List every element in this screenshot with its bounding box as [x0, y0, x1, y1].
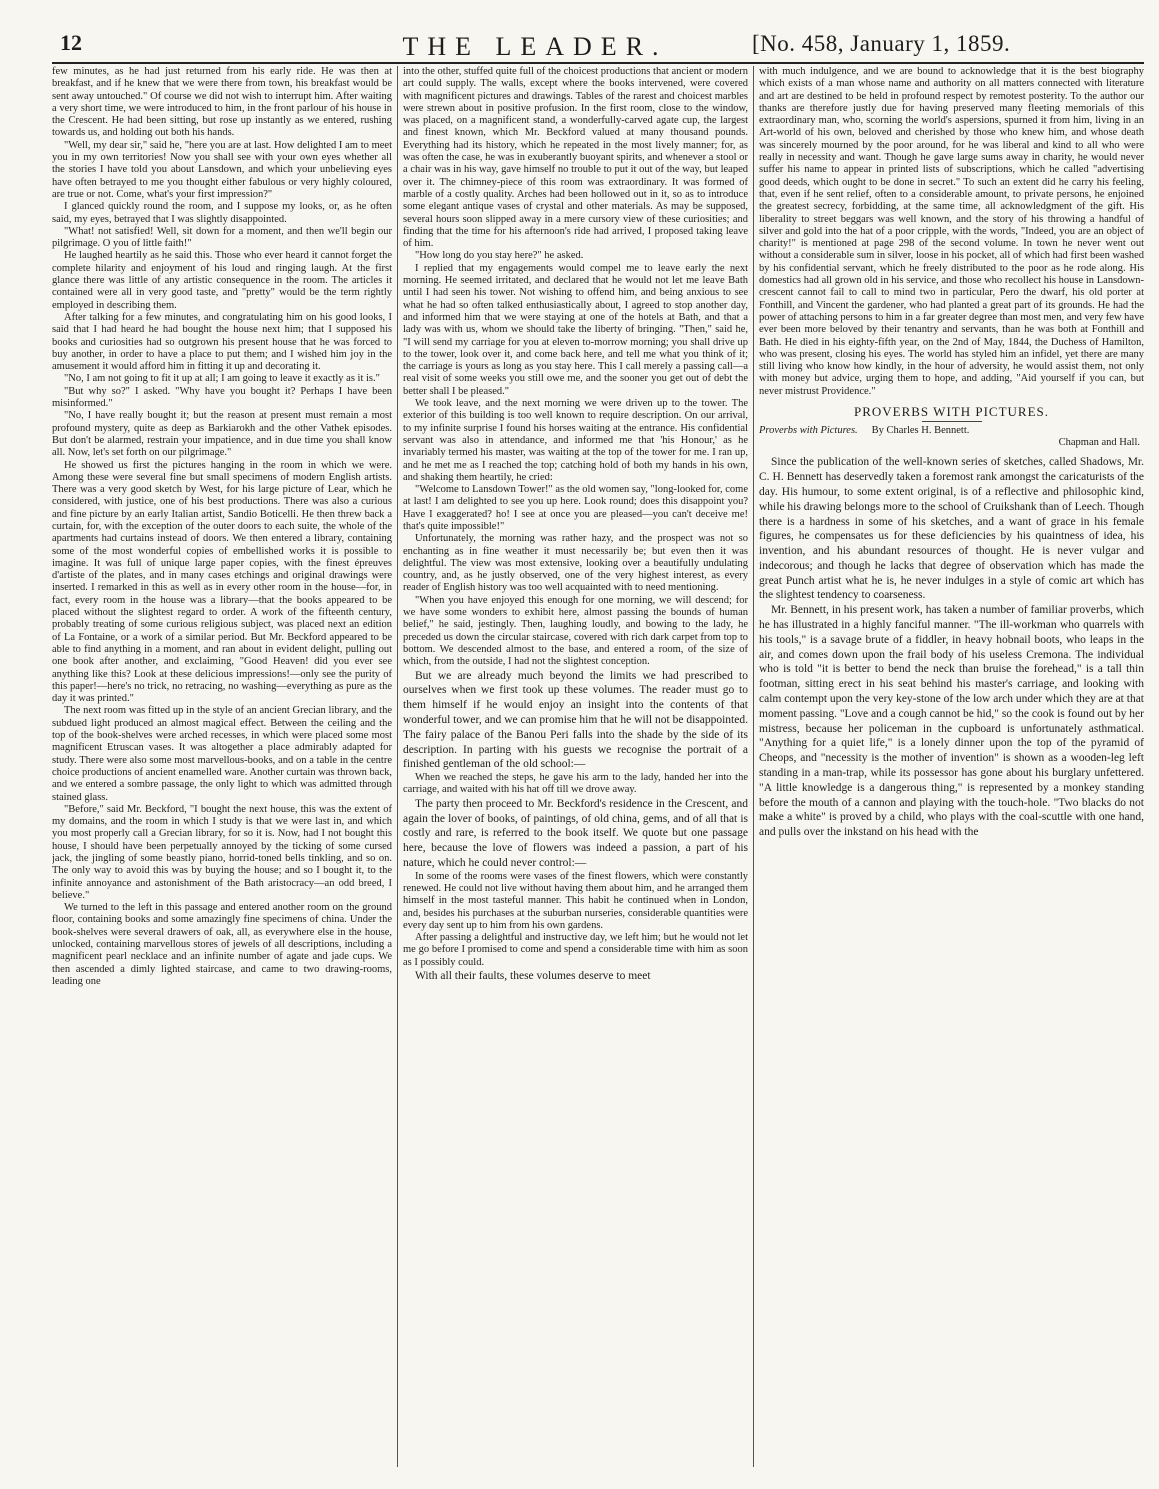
paragraph: I glanced quickly round the room, and I suppose my looks, or, as he often said, my eyes, betrayed that I was slightly disappointed.	[52, 201, 392, 225]
header-rule	[52, 62, 1144, 64]
paragraph: He laughed heartily as he said this. Those who ever heard it cannot forget the complete hilarity and enjoyment of his loud and ringing laugh. At the first glance there was little of any artistic consequence in the room. The articles it contained were all in very good taste, and "pretty" would be the term rightly employed in describing them.	[52, 250, 392, 311]
page-number: 12	[60, 30, 82, 55]
paragraph: "But why so?" I asked. "Why have you bought it? Perhaps I have been misinformed."	[52, 385, 392, 410]
review-paragraph: The party then proceed to Mr. Beckford's residence in the Crescent, and again the lover of books, of paintings, of old china, gems, and of all that is costly and rare, is referred to the book itself. We quote but one passage here, because the love of flowers was indeed a passion, a part of his nature, which he could never control:—	[403, 797, 748, 869]
paragraph: few minutes, as he had just returned from his early ride. He was then at breakfast, and if he knew that we were there from town, his breakfast would be sent away untouched." Of course we did not wish to interrupt him. After waiting a very short time, we were introduced to him, in the front parlour of his house in the Crescent. He had been sitting, but rose up instantly as we entered, rushing towards us, and holding out both his hands.	[52, 66, 392, 139]
quoted-paragraph: In some of the rooms were vases of the finest flowers, which were constantly renewed. He could not live without having them about him, and he arranged them himself in the most tasteful manner. This habit he continued when in London, and, besides his purchases at the suburban nurseries, considerable quantities were every day sent up to him from his own gardens.	[403, 870, 748, 931]
paragraph: The next room was fitted up in the style of an ancient Grecian library, and the subdued light produced an almost magical effect. Between the ceiling and the top of the book-shelves were arched recesses, in which were placed some most magnificent Etruscan vases. It was altogether a place admirably adapted for study. There were also some most marvellous-books, and on a table in the centre choice productions of ancient enamelled ware. Another curtain was thrown back, and we entered a sombre passage, the only light to which was admitted through stained glass.	[52, 705, 392, 803]
paragraph: We took leave, and the next morning we were driven up to the tower. The exterior of this building is too well known to require description. On our arrival, to my infinite surprise I found his horses waiting at the entrance. His confidential servant was also in attendance, and informed me that 'his Honour,' as he invariably termed his master, was waiting at the top of the tower for me. I ran up, and he met me as I reached the top; catching hold of both my hands in his own, and shaking them heartily, he cried:	[403, 398, 748, 483]
paragraph: "No, I am not going to fit it up at all; I am going to leave it exactly as it is."	[64, 373, 380, 385]
paragraph: "Well, my dear sir," said he, "here you are at last. How delighted I am to meet you in my own territories! Now you shall see with your own eyes whether all the stories I have told you about Lansdown, and which your unbelieving eyes have often betrayed to me you thought either fabulous or very highly coloured, are true or not. Come, what's your first impression?"	[52, 139, 392, 200]
paragraph: into the other, stuffed quite full of the choicest productions that ancient or modern art could supply. The walls, except where the books intervened, were covered with magnificent pictures and drawings. Tables of the rarest and choicest marbles were strewn about in positive profusion. In the first room, close to the window, was placed, on a magnificent stand, a wonderfully-carved agate cup, the largest and finest known, which Mr. Beckford valued at many thousand pounds. Everything had its history, which he repeated in the most lively manner; for, as was often the case, he was in exuberantly buoyant spirits, and whenever a stool or a chair was in his way, gave himself no trouble to put it out of the way, but leaped over it. The chimney-piece of this room was extraordinary. It was formed of marble of a costly quality. Arches had been hollowed out in it, so as to introduce some elegant antique vases of crystal and other materials. As may be supposed, several hours soon slipped away in a mere cursory view of these curiosities; and finding that the time for his afternoon's ride had arrived, I proposed taking leave of him.	[403, 66, 748, 250]
review-paragraph: Since the publication of the well-known series of sketches, called Shadows, Mr. C. H. Bennett has deservedly taken a foremost rank amongst the caricaturists of the day. His humour, to some extent original, is of a reflective and philosophic kind, while his drawing belongs more to the school of Cruikshank than of Leech. Though there is a hardness in some of his sketches, and a want of grace in his female figures, he compensates us for these deficiencies by his quaintness of idea, his invention, and his abundant resources of thought. He is never vulgar and indecorous; and though he lacks that degree of observation which has made the great Punch artist what he is, he never indulges in a style of comic art which has the slightest tendency to coarseness.	[759, 456, 1144, 602]
book-publisher: Chapman and Hall.	[1058, 437, 1140, 449]
paragraph: He showed us first the pictures hanging in the room in which we were. Among these were several fine but small specimens of modern English artists. There was a very good sketch by West, for his large picture of Lear, which he considered, with justice, one of his best productions. There was also a curious and fine picture by an early Italian artist, Sandio Boticelli. He then threw back a curtain, for, with the exception of the outer doors to each suite, the whole of the apartments had curtains instead of doors. We then entered a library, containing some of the most wonderful copies of embellished works it is possible to imagine. It was full of unique large paper copies, with the finest épreuves d'artiste of the plates, and in many cases etchings and original drawings were inserted. I remarked in this as well as in every other room in the house—for, in fact, every room in the house was a library—that the books appeared to be placed without the slightest regard to order. A work of the fifteenth century, probably treating of some curious religious subject, was placed next an edition of La Fontaine, or a work of a similar period. But Mr. Beckford appeared to be able to find anything in a moment, and ran about in evident delight, pulling out one book after another, and exclaiming, "Good Heaven! did you ever see anything like this? Look at these delicious impressions!—only see the purity of this paper!—here's no trick, no retracing, no washing—everything as pure as the day it was printed."	[52, 459, 392, 705]
review-citation	[759, 425, 1144, 449]
paragraph: "Before," said Mr. Beckford, "I bought the next house, this was the extent of my domains, and the room in which I study is that we were last in, and which you most properly call a Grecian library, for so it is. Now, had I not bought this house, I should have been perpetually annoyed by the ticking of some cursed jack, the jingling of some beastly piano, horrid-toned bells tinkling, and so on. The only way to avoid this was by buying the house; and so I bought it, to the infinite annoyance and astonishment of the Bath aristocracy—an odd breed, I believe."	[52, 803, 392, 901]
book-author: By Charles H. Bennett.	[871, 425, 970, 437]
paragraph: "How long do you stay here?" he asked.	[415, 250, 584, 262]
paragraph: "What! not satisfied! Well, sit down for a moment, and then we'll begin our pilgrimage. O you of little faith!"	[52, 225, 392, 250]
column-divider	[397, 66, 398, 1467]
paper-title: THE LEADER.	[402, 32, 668, 61]
issue-info: [No. 458, January 1, 1859.	[752, 31, 1011, 56]
column-1	[52, 66, 392, 1471]
book-title: Proverbs with Pictures.	[759, 425, 858, 437]
paragraph: After talking for a few minutes, and congratulating him on his good looks, I said that I had heard he had bought the house next him; that I supposed his books and curiosities had so outgrown his present house that he was forced to buy another, in order to have a place to put them; and I wished him joy in the amusement it would afford him in fitting it up and decorating it.	[52, 311, 392, 373]
section-heading: PROVERBS WITH PICTURES.	[759, 406, 1144, 422]
quoted-paragraph: When we reached the steps, he gave his arm to the lady, handed her into the carriage, and waited with his hat off till we drove away.	[403, 772, 748, 796]
column-divider	[753, 66, 754, 1467]
quoted-paragraph: After passing a delightful and instructive day, we left him; but he would not let me go before I promised to come and spend a considerable time with him as soon as I possibly could.	[403, 932, 748, 968]
paragraph: Unfortunately, the morning was rather hazy, and the prospect was not so enchanting as in fine weather it must necessarily be; but even then it was delightful. The view was most extensive, looking over a beautifully undulating country, and, as he justly observed, one of the very highest interest, as every reader of English history was too well acquainted with to need mentioning.	[403, 533, 748, 594]
paragraph: I replied that my engagements would compel me to leave early the next morning. He seemed irritated, and declared that he would not let me leave Bath until I had seen his tower. Not wishing to offend him, and being anxious to see what he had so often talked enthusiastically about, I agreed to stop another day, and informed him that we were staying at one of the hotels at Bath, and that a lady was with us, whom we should take the liberty of bringing. "Then," said he, "I will send my carriage for you at eleven to-morrow morning; you shall drive up to the tower, look over it, and come back here, and tell me what you think of it; the carriage is yours as long as you stay here. This I call merely a passing call—a real visit of some weeks you still owe me, and the sooner you get out of debt the better shall I be pleased."	[403, 262, 748, 397]
review-paragraph: Mr. Bennett, in his present work, has taken a number of familiar proverbs, which he has illustrated in a highly fanciful manner. "The ill-workman who quarrels with his tools," is a savage brute of a fiddler, in heavy hobnail boots, who leaps in the air, and comes down upon the frail body of his useless Cremona. The individual who is told "it is better to bend the neck than bruise the forehead," is a tall thin footman, sitting erect in his seat behind his master's carriage, and looking with calm contempt upon the very key-stone of the low arch under which they are at that moment passing. "Love and a cough cannot be hid," so the cook is found out by her mistress, because her policeman in the cupboard is unfortunately asthmatical. "Anything for a quiet life," is a lonely dinner upon the top of the pyramid of Cheops, and "necessity is the mother of invention" is shown as a wooden-leg left standing in a man-trap, while its possessor has gone about his burglary unfettered. "A little knowledge is a dangerous thing," is represented by a monkey standing before the mouth of a cannon and playing with the touch-hole. "Two blacks do not make a white" is proved by a child, who plays with the coal-scuttle with one hand, and pulls over the inkstand on his head with the	[759, 604, 1144, 839]
paragraph: We turned to the left in this passage and entered another room on the ground floor, containing books and some amazingly fine specimens of china. Under the book-shelves were several drawers of oak, all, as everywhere else in the house, unlocked, containing marvellous stores of jewels of all descriptions, including a magnificent pearl necklace and an infinite number of agate and jade cups. We then ascended a dimly lighted staircase, and came to two drawing-rooms, leading one	[52, 902, 392, 987]
review-paragraph: With all their faults, these volumes deserve to meet	[415, 970, 651, 983]
review-paragraph: But we are already much beyond the limits we had prescribed to ourselves when we first took up these volumes. The reader must go to them himself if he would enjoy an insight into the contents of that wonderful tower, and we can promise him that he will not be disappointed. The fairy palace of the Banou Peri falls into the shade by the side of its description. In parting with his guests we recognise the portrait of a finished gentleman of the old school:—	[403, 669, 748, 771]
paragraph: with much indulgence, and we are bound to acknowledge that it is the best biography which exists of a man whose name and authority on all matters connected with literature and art are destined to be held in profound respect by remotest posterity. To the author our thanks are therefore justly due for having preserved many fleeting memorials of this extraordinary man, who, scorning the world's aspersions, spurned it from him, living in an Art-world of his own, beloved and cherished by those who knew him, and whose death was sincerely mourned by the poor around, for he was liberal and kind to all who were really in necessity and want. Though he gave large sums away in charity, he would never suffer his name to appear in printed lists of subscriptions, which he called "advertising good deeds, which ought to be done in secret." To such an extent did he carry his feeling, that, even if he sent relief, often to a considerable amount, to private persons, he enjoined the greatest secrecy, forbidding, at the same time, all acknowledgment of the gift. His liberality to street beggars was well known, and the story of his throwing a handful of silver and gold into the hat of a poor cripple, with the words, "Indeed, you are an object of charity!" is mentioned at page 298 of the second volume. In town he never went out without a considerable sum in silver, loose in his pocket, all of which had first been washed by his confidential servant, which he freely distributed to the poor as he rode along. His domestics had all grown old in his service, and those who recollect his house in Lansdown-crescent cannot fail to call to mind two in particular, Pero the dwarf, his old porter at Fonthill, and Vincent the gardener, who had planted a great part of its grounds. He had the power of attaching persons to him in a far greater degree than most men, and very few have ever been more beloved by their tenantry and servants, than he was both at Fonthill and Bath. He died in his eighty-fifth year, on the 2nd of May, 1844, the Duchess of Hamilton, who was present, closing his eyes. The world has styled him an infidel, yet there are many still living who know how kindly, in the hour of adversity, he would assist them, not only with money but advice, urging them to hope, and adding, "Aid yourself if you can, but never mistrust Providence."	[759, 66, 1144, 397]
column-2	[403, 66, 748, 1471]
paragraph: "When you have enjoyed this enough for one morning, we will descend; for we have some wonders to exhibit here, almost passing the bounds of human belief," he said, jestingly. Then, laughing loudly, and bowing to the lady, he preceded us down the circular staircase, covered with rich dark carpet from top to bottom. We descended almost to the base, and entered a room, of the size of which, from the outside, I had not the slightest conception.	[403, 594, 748, 668]
paragraph: "Welcome to Lansdown Tower!" as the old women say, "long-looked for, come at last! I am delighted to see you up here. Look round; does this disappoint you? Have I exaggerated? ho! I see at once you are pleased—you can't deceive me! that's quite impossible!"	[403, 484, 748, 532]
paragraph: "No, I have really bought it; but the reason at present must remain a most profound mystery, quite as deep as Barkiarokh and the other Vathek episodes. But don't be alarmed, restrain your impatience, and in due time you shall know all. Now, let's set forth on our pilgrimage."	[52, 410, 392, 459]
column-3	[759, 66, 1144, 1471]
masthead	[0, 0, 1159, 64]
